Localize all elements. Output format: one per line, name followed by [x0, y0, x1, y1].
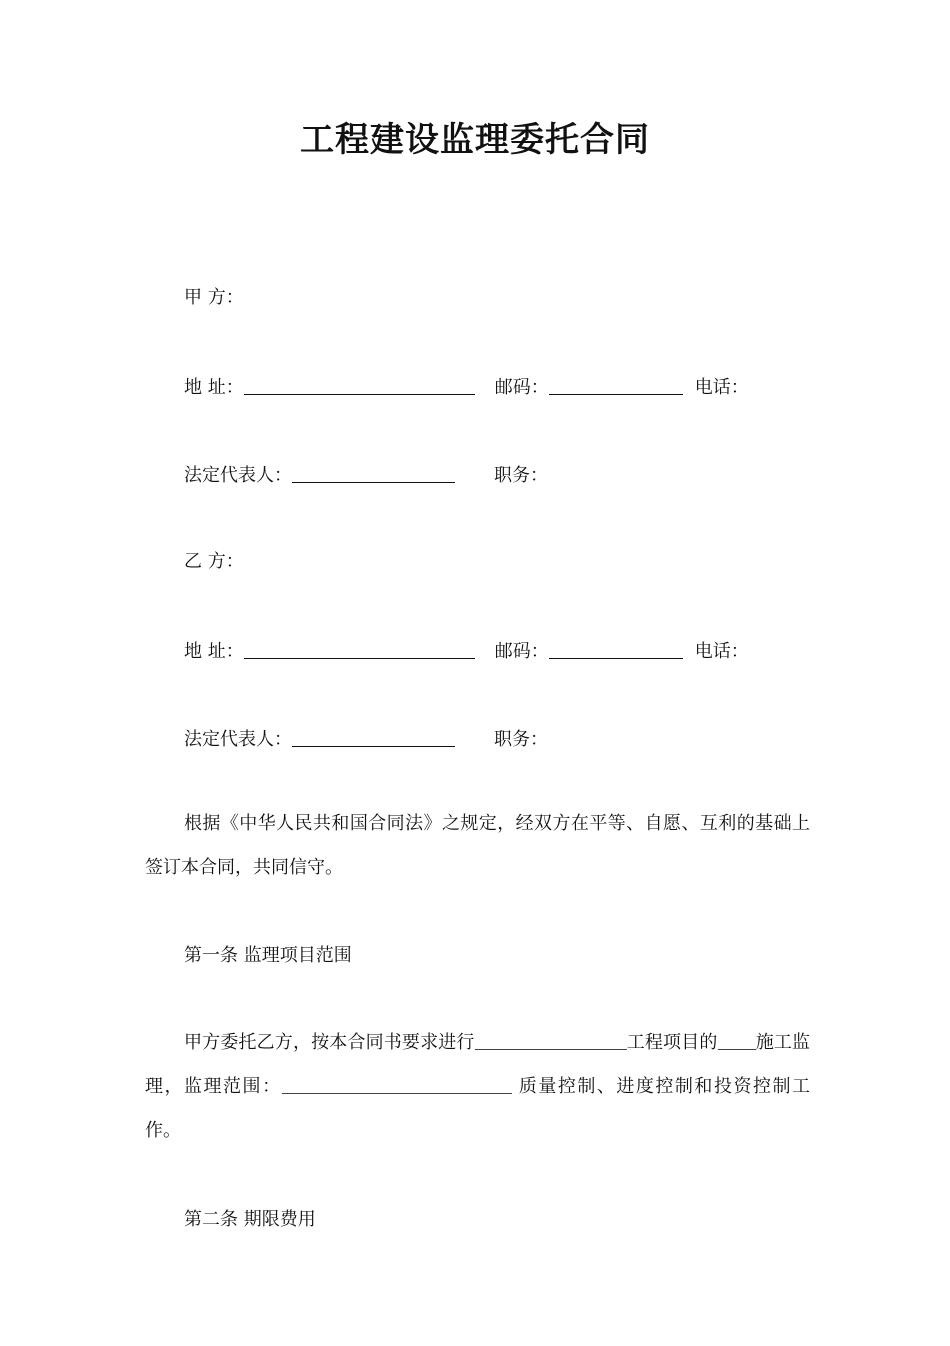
party-b-address-label: 地 址： — [184, 641, 244, 662]
party-b-postcode-blank[interactable] — [549, 638, 683, 659]
scope-blank[interactable] — [282, 1073, 512, 1094]
party-b-postcode-label: 邮码： — [494, 641, 549, 662]
party-b-address-line — [184, 636, 749, 665]
party-a-address-line — [184, 372, 749, 401]
party-a-position-label: 职务： — [494, 465, 548, 486]
party-a-rep-label: 法定代表人： — [184, 465, 292, 486]
party-b-address-blank[interactable] — [244, 638, 475, 659]
party-b-rep-line — [184, 724, 548, 753]
article2-heading: 第二条 期限费用 — [184, 1209, 316, 1230]
article1-text-d: 质量控制、进度控制和投资控制工作。 — [145, 1076, 810, 1141]
party-b-phone-label: 电话： — [694, 641, 749, 662]
party-a-rep-line — [184, 460, 548, 489]
project-name-blank[interactable] — [475, 1029, 627, 1050]
article1-paragraph — [145, 1021, 810, 1153]
party-b-rep-label: 法定代表人： — [184, 729, 292, 750]
party-a-postcode-blank[interactable] — [549, 374, 683, 395]
article1-heading: 第一条 监理项目范围 — [184, 945, 352, 966]
party-a-address-label: 地 址： — [184, 377, 244, 398]
article1-text-c: 施工监理，监理范围： — [145, 1032, 811, 1097]
party-a-line — [184, 285, 244, 311]
party-a-postcode-label: 邮码： — [494, 377, 549, 398]
party-b-position-label: 职务： — [494, 729, 548, 750]
party-a-label: 甲 方： — [184, 287, 244, 308]
party-b-line — [184, 549, 244, 575]
article1-text-a: 甲方委托乙方，按本合同书要求进行 — [184, 1032, 475, 1053]
phase-blank[interactable] — [718, 1029, 756, 1050]
party-a-phone-label: 电话： — [694, 377, 749, 398]
article1-text-b: 工程项目的 — [626, 1032, 718, 1053]
party-b-label: 乙 方： — [184, 551, 244, 572]
party-a-address-blank[interactable] — [244, 374, 475, 395]
party-a-rep-blank[interactable] — [292, 462, 455, 483]
document-title: 工程建设监理委托合同 — [300, 120, 650, 160]
preamble-paragraph: 根据《中华人民共和国合同法》之规定，经双方在平等、自愿、互利的基础上签订本合同，共同信守。 — [145, 813, 810, 878]
party-b-rep-blank[interactable] — [292, 726, 455, 747]
